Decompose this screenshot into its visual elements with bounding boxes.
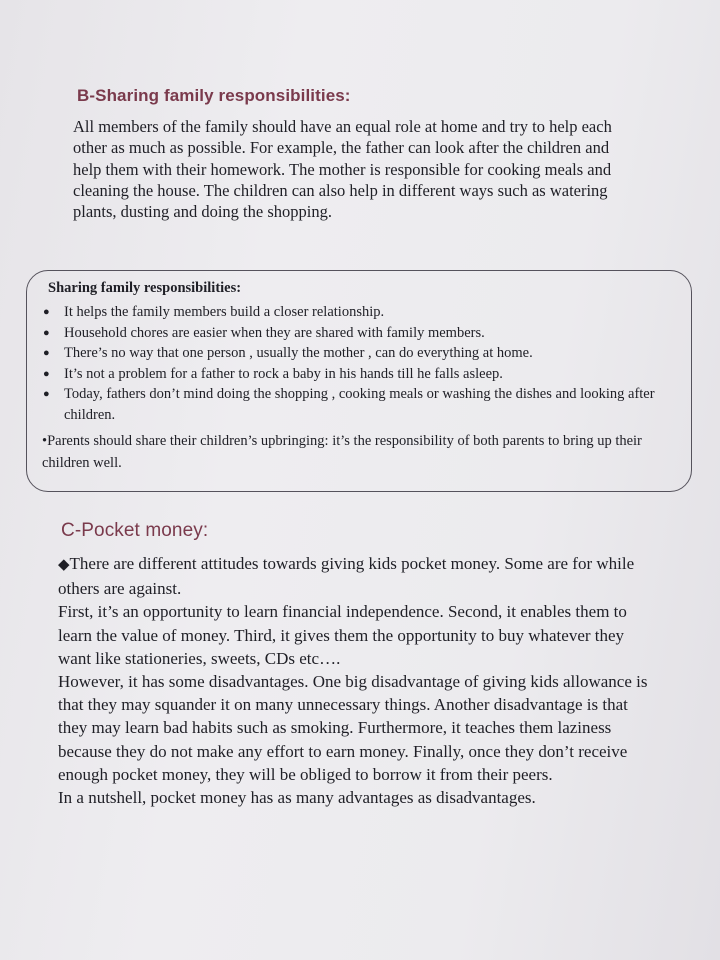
- list-item: ● Household chores are easier when they are shared with family members.: [38, 323, 678, 344]
- section-c-body: [58, 552, 658, 809]
- section-c-paragraph-4: In a nutshell, pocket money has as many advantages as disadvantages.: [58, 788, 536, 808]
- summary-box-list: [38, 302, 678, 425]
- section-b-heading: B-Sharing family responsibilities:: [77, 86, 351, 105]
- list-item: ● There’s no way that one person , usually the mother , can do everything at home.: [38, 343, 678, 364]
- list-item: ● It helps the family members build a closer relationship.: [38, 302, 678, 323]
- section-c-paragraph-2: First, it’s an opportunity to learn financial independence. Second, it enables them to learn the value of money. Third, it gives them the opportunity to buy whatever they want like stationeries, sweets, CDs etc….: [58, 602, 627, 668]
- diamond-icon: ◆: [58, 557, 70, 573]
- list-item: ● Today, fathers don’t mind doing the shopping , cooking meals or washing the dishes and looking after children.: [38, 384, 678, 425]
- summary-box-title: Sharing family responsibilities:: [48, 280, 242, 296]
- section-c-heading: C-Pocket money:: [61, 520, 209, 541]
- summary-box-extra-point: •Parents should share their children’s upbringing: it’s the responsibility of both parents to bring up their children well.: [42, 433, 642, 471]
- section-b-paragraph: All members of the family should have an equal role at home and try to help each other as much as possible. For example, the father can look after the children and help them with their homework. The mother is responsible for cooking meals and cleaning the house. The children can also help in different ways such as watering plants, dusting and doing the shopping.: [73, 117, 612, 222]
- section-c-paragraph-3: However, it has some disadvantages. One big disadvantage of giving kids allowance is that they may squander it on many unnecessary things. Another disadvantage is that they may learn bad habits such as smoking. Furthermore, it teaches them laziness because they do not make any effort to earn money. Finally, once they don’t receive enough pocket money, they will be obliged to borrow it from their peers.: [58, 672, 648, 784]
- section-c-paragraph-1: ◆There are different attitudes towards giving kids pocket money. Some are for while others are against.: [58, 554, 635, 599]
- list-item: ● It’s not a problem for a father to rock a baby in his hands till he falls asleep.: [38, 364, 678, 385]
